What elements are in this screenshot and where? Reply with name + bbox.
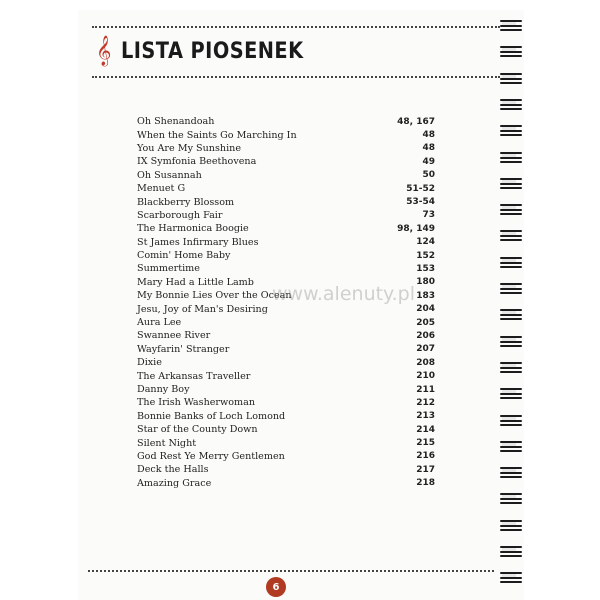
song-row: [137, 195, 435, 208]
spiral-coil: [500, 544, 522, 558]
spiral-coil: [500, 202, 522, 216]
song-title: Amazing Grace: [137, 477, 212, 489]
song-page-number: 48: [422, 130, 435, 141]
song-page-number: 98, 149: [397, 223, 435, 234]
header-dotted-rule: [92, 76, 500, 78]
spiral-coil: [500, 334, 522, 348]
song-page-number: 212: [416, 397, 435, 408]
spiral-coil: [500, 465, 522, 479]
spiral-coil: [500, 413, 522, 427]
song-title: Blackberry Blossom: [137, 196, 235, 208]
spiral-coil: [500, 150, 522, 164]
song-row: [137, 356, 435, 369]
song-page-number: 213: [416, 411, 435, 422]
spiral-binding: [500, 10, 530, 600]
song-title: The Arkansas Traveller: [137, 370, 251, 382]
song-title: Mary Had a Little Lamb: [137, 276, 254, 288]
song-title: Jesu, Joy of Man's Desiring: [137, 303, 268, 315]
song-row: [137, 169, 435, 182]
song-row: [137, 262, 435, 275]
spiral-coil: [500, 281, 522, 295]
footer-dotted-rule: [88, 570, 494, 572]
song-title: Dixie: [137, 357, 162, 369]
spiral-coil: [500, 18, 522, 32]
song-title: Bonnie Banks of Loch Lomond: [137, 410, 286, 422]
song-title: Oh Susannah: [137, 169, 202, 181]
song-page-number: 206: [416, 330, 435, 341]
song-page-number: 216: [416, 451, 435, 462]
song-row: [137, 182, 435, 195]
song-page-number: 215: [416, 438, 435, 449]
song-title: God Rest Ye Merry Gentlemen: [137, 450, 285, 462]
song-page-number: 124: [416, 237, 435, 248]
song-page-number: 53-54: [406, 197, 435, 208]
song-page-number: 210: [416, 371, 435, 382]
song-row: [137, 222, 435, 235]
spiral-coil: [500, 439, 522, 453]
spiral-coil: [500, 44, 522, 58]
song-page-number: 205: [416, 317, 435, 328]
song-row: [137, 329, 435, 342]
song-title: Menuet G: [137, 183, 186, 195]
song-page-number: 73: [422, 210, 435, 221]
song-title: You Are My Sunshine: [137, 142, 241, 154]
song-row: [137, 209, 435, 222]
song-page-number: 49: [422, 156, 435, 167]
song-title: Danny Boy: [137, 384, 190, 395]
song-title: Silent Night: [137, 437, 197, 449]
song-row: [137, 463, 435, 476]
song-row: [137, 369, 435, 382]
song-row: [137, 477, 435, 490]
song-title: Comin' Home Baby: [137, 250, 231, 262]
song-page-number: 152: [416, 250, 435, 261]
song-page-number: 50: [422, 170, 435, 181]
song-page-number: 183: [416, 290, 435, 301]
song-row: [137, 115, 435, 128]
song-page-number: 214: [416, 424, 435, 435]
spiral-coil: [500, 228, 522, 242]
song-row: [137, 142, 435, 155]
song-row: [137, 423, 435, 436]
song-title: St James Infirmary Blues: [137, 236, 259, 248]
song-title: IX Symfonia Beethovena: [137, 156, 257, 168]
top-dotted-rule: [92, 26, 500, 28]
song-page-number: 217: [416, 464, 435, 475]
spiral-coil: [500, 360, 522, 374]
spiral-coil: [500, 71, 522, 85]
song-title: Deck the Halls: [137, 464, 209, 476]
song-page-number: 218: [416, 478, 435, 489]
song-title: Swannee River: [137, 330, 211, 342]
song-page-number: 153: [416, 263, 435, 274]
song-title: My Bonnie Lies Over the Ocean: [137, 290, 292, 302]
song-row: [137, 396, 435, 409]
song-title: Oh Shenandoah: [137, 116, 215, 128]
spiral-coil: [500, 491, 522, 505]
song-page-number: 211: [416, 384, 435, 395]
song-row: [137, 410, 435, 423]
song-title: The Harmonica Boogie: [137, 223, 249, 235]
page-number-badge: 6: [266, 577, 286, 597]
song-row: [137, 128, 435, 141]
song-row: [137, 343, 435, 356]
watermark: www.alenuty.pl: [272, 283, 415, 305]
page-header: [96, 38, 329, 64]
song-page-number: 51-52: [406, 183, 435, 194]
song-row: [137, 249, 435, 262]
page-title: LISTA PIOSENEK: [121, 38, 304, 64]
spiral-coil: [500, 97, 522, 111]
song-title: Wayfarin' Stranger: [137, 343, 230, 355]
song-title: Star of the County Down: [137, 424, 258, 436]
song-page-number: 48: [422, 143, 435, 154]
song-row: [137, 236, 435, 249]
spiral-coil: [500, 386, 522, 400]
spiral-coil: [500, 518, 522, 532]
song-row: [137, 383, 435, 396]
song-title: Aura Lee: [137, 317, 182, 329]
song-page-number: 180: [416, 277, 435, 288]
spiral-coil: [500, 123, 522, 137]
song-title: When the Saints Go Marching In: [137, 129, 297, 141]
song-page-number: 207: [416, 344, 435, 355]
song-title: Scarborough Fair: [137, 209, 223, 221]
spiral-coil: [500, 176, 522, 190]
song-row: [137, 436, 435, 449]
song-row: [137, 450, 435, 463]
song-page-number: 48, 167: [397, 116, 435, 127]
song-title: The Irish Washerwoman: [137, 397, 255, 409]
song-row: [137, 316, 435, 329]
song-row: [137, 155, 435, 168]
treble-clef-icon: 𝄞: [96, 36, 112, 66]
song-page-number: 204: [416, 304, 435, 315]
song-title: Summertime: [137, 263, 200, 275]
song-page-number: 208: [416, 357, 435, 368]
spiral-coil: [500, 255, 522, 269]
spiral-coil: [500, 570, 522, 584]
spiral-coil: [500, 307, 522, 321]
